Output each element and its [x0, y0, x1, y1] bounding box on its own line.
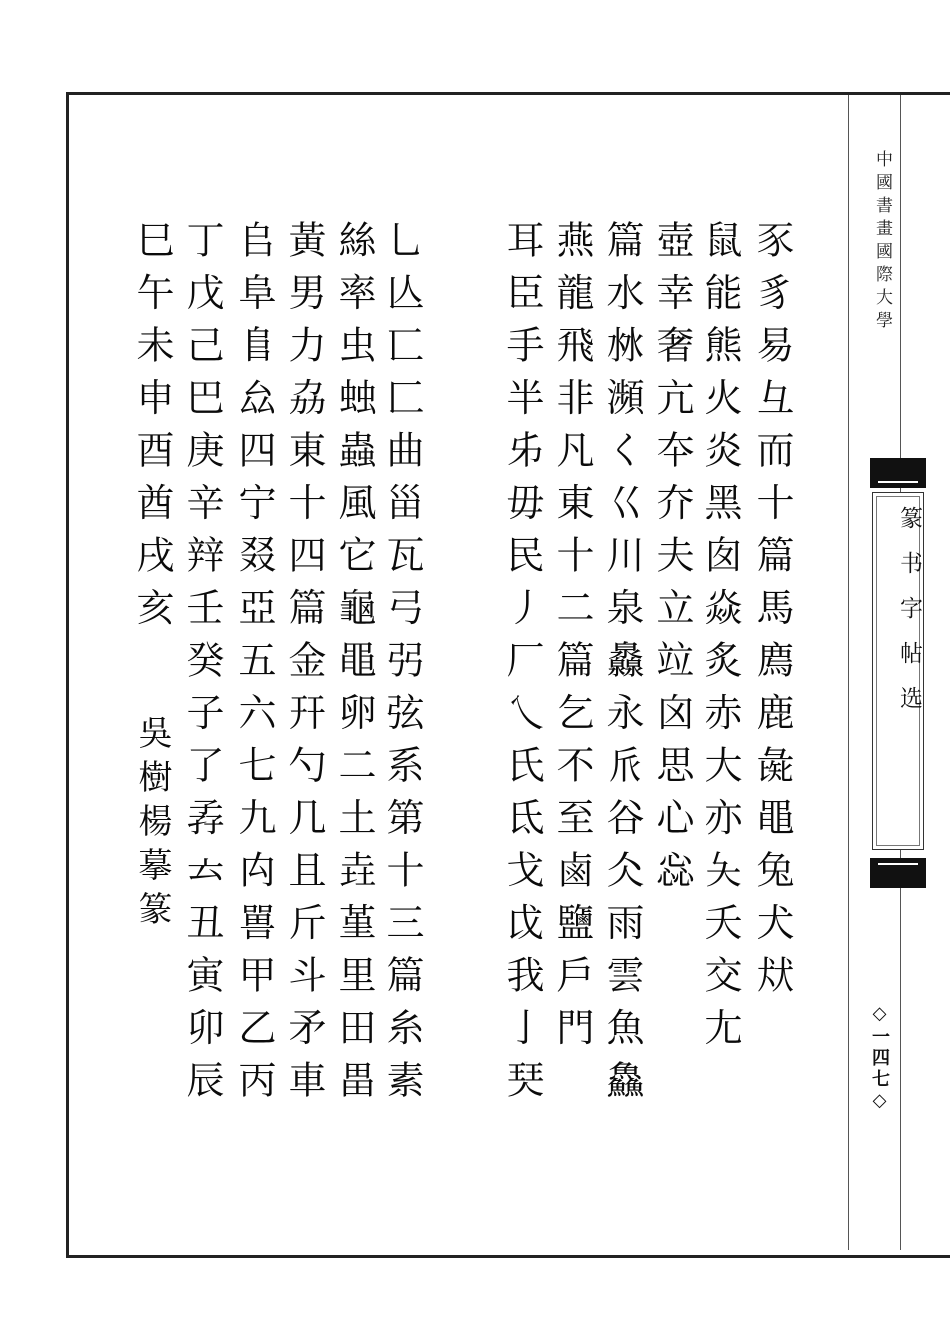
ornament-bar: [870, 458, 926, 488]
signature: 吳樹楊摹篆: [132, 715, 172, 935]
series-title: 中國書畫國際大學: [872, 150, 892, 334]
calligraphy-column-10: 𠂤阜𨸏厽四宁叕亞五六七九禸嘼甲乙丙: [232, 220, 276, 1113]
calligraphy-column-5: 燕龍飛非凡東十二篇乞不至鹵鹽戶門: [550, 220, 594, 1060]
calligraphy-column-11: 丁戊己巴庚辛辡壬癸子了孨𠫓丑寅卯辰: [180, 220, 224, 1113]
book-title: 篆书字帖选: [896, 506, 922, 731]
margin-rule: [848, 95, 849, 1250]
calligraphy-column-1: 豕豸易彑而十篇馬廌鹿彘黽兔犬㹜: [750, 220, 794, 1008]
calligraphy-column-4: 篇水沝瀕く巜川泉灥永𠂢谷仌雨雲魚鱻: [600, 220, 644, 1113]
ornament-bar: [870, 858, 926, 888]
calligraphy-column-7: 乚亾匸匚曲甾瓦弓弜弦系第十三篇糸素: [380, 220, 424, 1113]
calligraphy-column-8: 絲率虫䖵蟲風它龜黽卵二土垚堇里田畕: [332, 220, 376, 1113]
calligraphy-column-6: 耳臣手半𠂔毋民丿厂乀氏氐戈戉我亅珡: [500, 220, 544, 1113]
calligraphy-column-2: 鼠能熊火炎黑囱焱炙赤大亦夨夭交尢: [698, 220, 742, 1060]
calligraphy-column-9: 黃男力劦東十四篇金幵勺几且斤斗矛車: [282, 220, 326, 1113]
title-band: [868, 458, 928, 888]
page-number: ◇一四七◇: [869, 1003, 890, 1114]
calligraphy-column-3: 壺幸奢亢夲夰夫立竝囟思心惢: [650, 220, 694, 903]
calligraphy-column-12: 巳午未申酉酋戌亥: [130, 220, 174, 640]
